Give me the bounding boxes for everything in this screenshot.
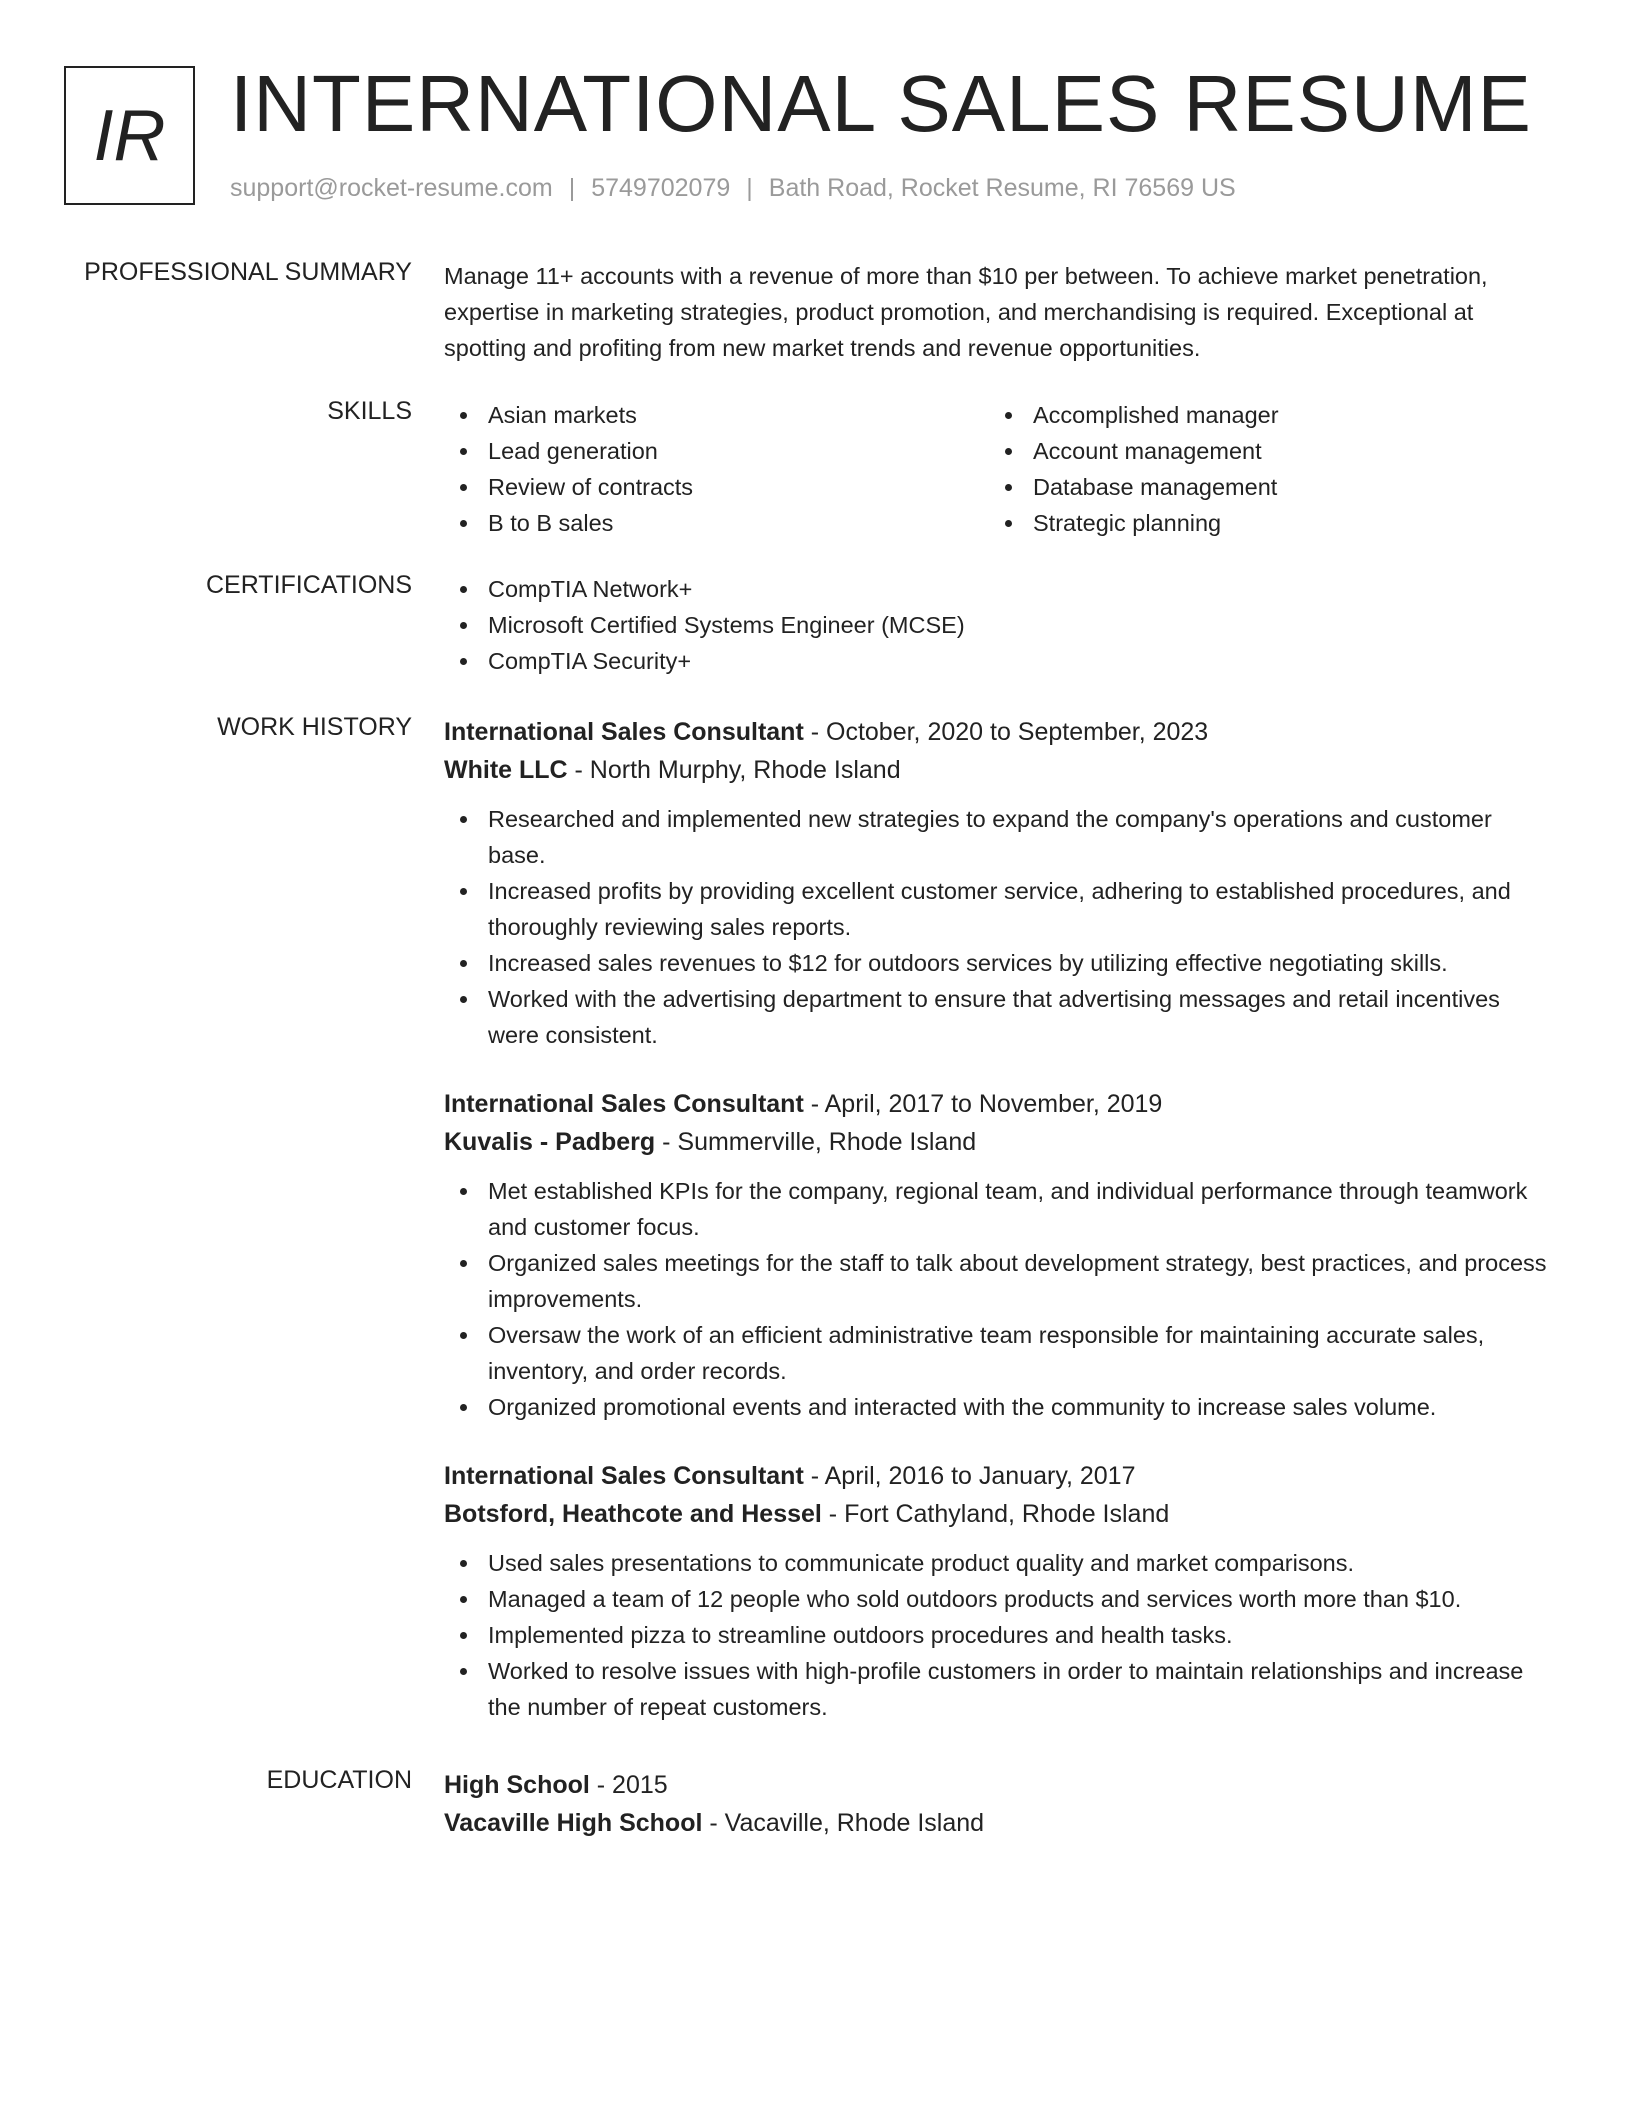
resume-title: INTERNATIONAL SALES RESUME (230, 59, 1532, 148)
job-location: - Summerville, Rhode Island (655, 1128, 977, 1156)
skill-item: B to B sales (444, 505, 989, 541)
job-title: International Sales Consultant (444, 1090, 804, 1118)
job-bullet: Worked with the advertising department to ensure that advertising messages and retail incentives were consistent. (444, 981, 1554, 1053)
contact-separator: | (746, 174, 753, 202)
skill-item: Database management (989, 469, 1534, 505)
job-dates: - October, 2020 to September, 2023 (803, 718, 1209, 746)
contact-phone[interactable]: 5749702079 (591, 174, 731, 202)
section-label-certifications: CERTIFICATIONS (205, 571, 412, 599)
contact-address: Bath Road, Rocket Resume, RI 76569 US (768, 174, 1236, 202)
job-bullet: Increased profits by providing excellent customer service, adhering to established procedures, and thoroughly reviewing sales reports. (444, 873, 1554, 945)
monogram-logo: IR (64, 66, 195, 205)
job-bullet: Used sales presentations to communicate product quality and market comparisons. (444, 1545, 1554, 1581)
education-school: Vacaville High School (444, 1809, 703, 1837)
contact-separator: | (568, 174, 576, 202)
job-title-line (444, 1457, 1554, 1495)
job-bullet: Organized sales meetings for the staff to talk about development strategy, best practices, and process improvements. (444, 1245, 1554, 1317)
job-bullet: Met established KPIs for the company, regional team, and individual performance through teamwork and customer focus. (444, 1173, 1554, 1245)
job-bullet: Increased sales revenues to $12 for outdoors services by utilizing effective negotiating skills. (444, 945, 1554, 981)
section-label-summary: PROFESSIONAL SUMMARY (84, 258, 412, 286)
job-bullets (444, 1545, 1554, 1725)
job-entry (444, 1457, 1554, 1725)
skills-list-left (444, 397, 989, 541)
certification-item: CompTIA Network+ (444, 571, 1554, 607)
job-title-line (444, 713, 1554, 751)
job-title: International Sales Consultant (444, 1462, 804, 1490)
job-bullet: Oversaw the work of an efficient administrative team responsible for maintaining accurate sales, inventory, and order records. (444, 1317, 1554, 1389)
job-bullets (444, 801, 1554, 1053)
skills-columns (444, 397, 1554, 541)
skill-item: Review of contracts (444, 469, 989, 505)
job-bullet: Implemented pizza to streamline outdoors procedures and health tasks. (444, 1617, 1554, 1653)
certification-item: CompTIA Security+ (444, 643, 1554, 679)
job-entry (444, 713, 1554, 1053)
education-degree: High School (444, 1771, 590, 1799)
job-company: Botsford, Heathcote and Hessel (444, 1500, 822, 1528)
work-history-content (444, 713, 1554, 1757)
skill-item: Asian markets (444, 397, 989, 433)
job-bullet: Managed a team of 12 people who sold outdoors products and services worth more than $10. (444, 1581, 1554, 1617)
job-location: - Fort Cathyland, Rhode Island (821, 1500, 1170, 1528)
job-company-line (444, 751, 1554, 789)
certification-item: Microsoft Certified Systems Engineer (MCSE) (444, 607, 1554, 643)
job-company-line (444, 1495, 1554, 1533)
education-school-line (444, 1804, 1554, 1842)
skill-item: Strategic planning (989, 505, 1534, 541)
job-location: - North Murphy, Rhode Island (567, 756, 901, 784)
education-year: - 2015 (589, 1771, 668, 1799)
job-company: Kuvalis - Padberg (444, 1128, 656, 1156)
job-company-line (444, 1123, 1554, 1161)
section-label-skills: SKILLS (327, 397, 412, 425)
skills-list-right (989, 397, 1534, 541)
contact-email[interactable]: support@rocket-resume.com (230, 174, 553, 202)
section-label-education: EDUCATION (266, 1766, 412, 1794)
education-location: - Vacaville, Rhode Island (702, 1809, 985, 1837)
summary-text: Manage 11+ accounts with a revenue of more than $10 per between. To achieve market penetration, expertise in marketing strategies, product promotion, and merchandising is required. Exceptional at spotting and profiting from new market trends and revenue opportunities. (444, 263, 1488, 361)
section-label-work-history: WORK HISTORY (217, 713, 412, 741)
job-bullet: Organized promotional events and interacted with the community to increase sales volume. (444, 1389, 1554, 1425)
education-degree-line (444, 1766, 1554, 1804)
contact-line (230, 174, 1236, 203)
job-dates: - April, 2016 to January, 2017 (803, 1462, 1136, 1490)
certifications-list (444, 571, 1554, 679)
skill-item: Accomplished manager (989, 397, 1534, 433)
education-content (444, 1766, 1554, 1842)
skill-item: Lead generation (444, 433, 989, 469)
job-title: International Sales Consultant (444, 718, 804, 746)
job-dates: - April, 2017 to November, 2019 (803, 1090, 1163, 1118)
job-bullet: Researched and implemented new strategies to expand the company's operations and customer base. (444, 801, 1554, 873)
job-company: White LLC (444, 756, 568, 784)
job-entry (444, 1085, 1554, 1425)
job-bullets (444, 1173, 1554, 1425)
skill-item: Account management (989, 433, 1534, 469)
job-bullet: Worked to resolve issues with high-profile customers in order to maintain relationships and increase the number of repeat customers. (444, 1653, 1554, 1725)
job-title-line (444, 1085, 1554, 1123)
